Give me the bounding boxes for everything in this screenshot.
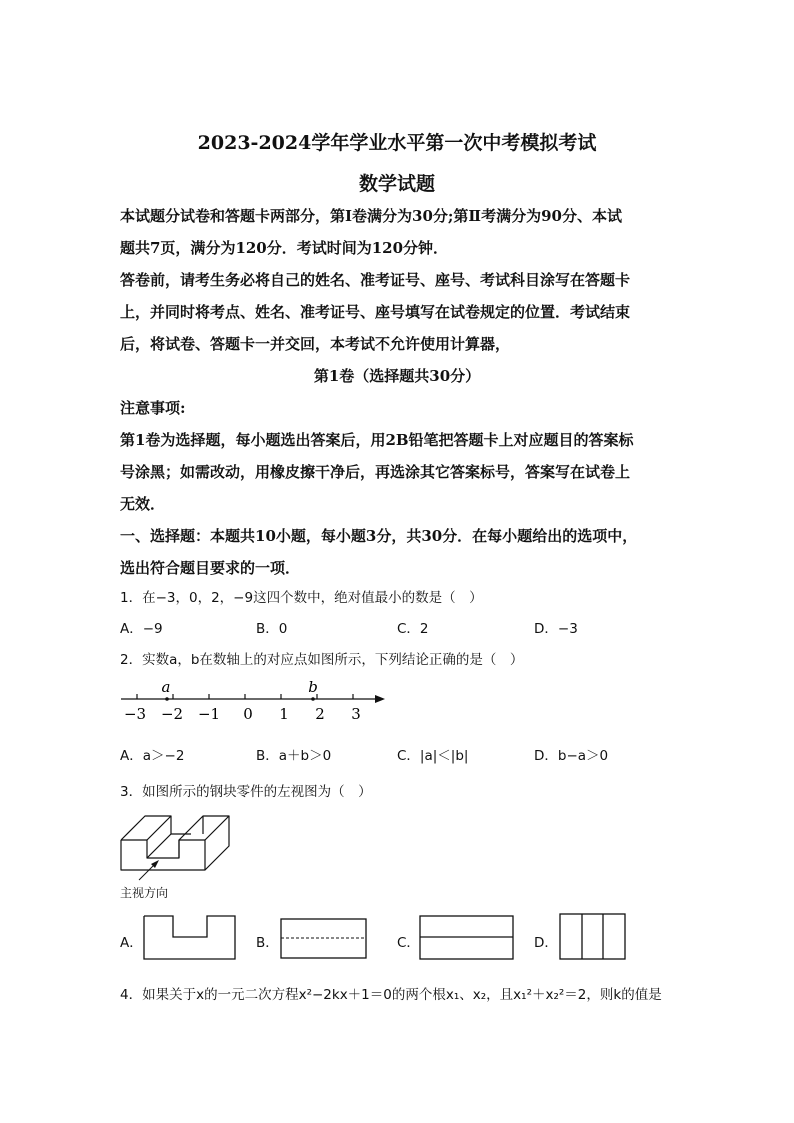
exam-title: 2023-2024学年学业水平第一次中考模拟考试	[197, 132, 597, 154]
tick-label: −1	[197, 705, 221, 723]
tick-label: 0	[243, 705, 253, 723]
exam-subtitle: 数学试题	[358, 173, 435, 195]
q3-stem: 3．如图所示的钢块零件的左视图为（ ）	[120, 784, 372, 800]
notice-line-1: 第1卷为选择题，每小题选出答案后，用2B铅笔把答题卡上对应题目的答案标	[120, 431, 634, 449]
tick-label: −2	[160, 705, 184, 723]
notice-line-3: 无效．	[120, 495, 166, 513]
intro-line-4: 上，并同时将考点、姓名、准考证号、座号填写在试卷规定的位置．考试结束	[120, 303, 631, 321]
q2-option-c: C．|a|＜|b|	[397, 748, 469, 764]
point-b-label: b	[308, 678, 318, 696]
q2-stem: 2．实数a，b在数轴上的对应点如图所示，下列结论正确的是（ ）	[120, 652, 524, 668]
q2-option-b: B．a＋b＞0	[256, 748, 332, 764]
intro-line-2: 题共7页，满分为120分．考试时间为120分钟．	[120, 239, 449, 257]
q3-option-a-label: A．	[120, 935, 143, 951]
point-a-label: a	[161, 678, 171, 696]
rectangle-view	[560, 914, 625, 959]
block-left-top	[121, 816, 171, 840]
q2-option-d: D．b−a＞0	[534, 748, 609, 764]
q3-option-a-figure	[143, 915, 237, 961]
number-line-figure	[115, 675, 395, 725]
steel-block-figure	[115, 806, 245, 886]
intro-line-5: 后，将试卷、答题卡一并交回，本考试不允许使用计算器，	[120, 335, 511, 353]
q3-option-d-figure	[559, 913, 627, 961]
q3-option-c-figure	[419, 915, 515, 961]
part-one-line-1: 一、选择题：本题共10小题，每小题3分，共30分．在每小题给出的选项中，	[120, 527, 638, 545]
q1-option-a: A．−9	[120, 621, 163, 637]
q1-option-b: B．0	[256, 621, 288, 637]
tick-label: 1	[279, 705, 289, 723]
q4-stem: 4．如果关于x的一元二次方程x²−2kx＋1＝0的两个根x₁、x₂，且x₁²＋x₂²＝2，则k的值是	[120, 987, 662, 1003]
point-a-dot	[165, 697, 169, 701]
point-b-dot	[311, 697, 315, 701]
q1-option-d: D．−3	[534, 621, 578, 637]
q3-option-d-label: D．	[534, 935, 558, 951]
block-front-face	[121, 840, 205, 870]
notice-title: 注意事项:	[120, 399, 186, 417]
q1-stem: 1．在−3，0，2，−9这四个数中，绝对值最小的数是（ ）	[120, 590, 483, 606]
notice-line-2: 号涂黑；如需改动，用橡皮擦干净后，再选涂其它答案标号，答案写在试卷上	[120, 463, 631, 481]
tick-label: 2	[315, 705, 325, 723]
number-line-arrow-icon	[375, 695, 385, 703]
tick-label: −3	[123, 705, 147, 723]
tick-label: 3	[351, 705, 361, 723]
u-shape-view	[144, 916, 235, 959]
groove-floor-left	[147, 834, 171, 858]
block-right-side	[205, 816, 229, 870]
q1-option-c: C．2	[397, 621, 429, 637]
section-heading: 第1卷（选择题共30分）	[313, 367, 481, 385]
q2-option-a: A．a＞−2	[120, 748, 185, 764]
block-right-top	[179, 816, 229, 840]
q3-option-b-figure	[280, 918, 368, 960]
part-one-line-2: 选出符合题目要求的一项．	[120, 559, 301, 577]
q3-option-b-label: B．	[256, 935, 279, 951]
view-direction-caption: 主视方向	[120, 886, 169, 900]
intro-line-3: 答卷前，请考生务必将自己的姓名、准考证号、座号、考试科目涂写在答题卡	[120, 271, 631, 289]
intro-line-1: 本试题分试卷和答题卡两部分，第Ⅰ卷满分为30分;第Ⅱ考满分为90分、本试	[120, 207, 622, 225]
q3-option-c-label: C．	[397, 935, 420, 951]
